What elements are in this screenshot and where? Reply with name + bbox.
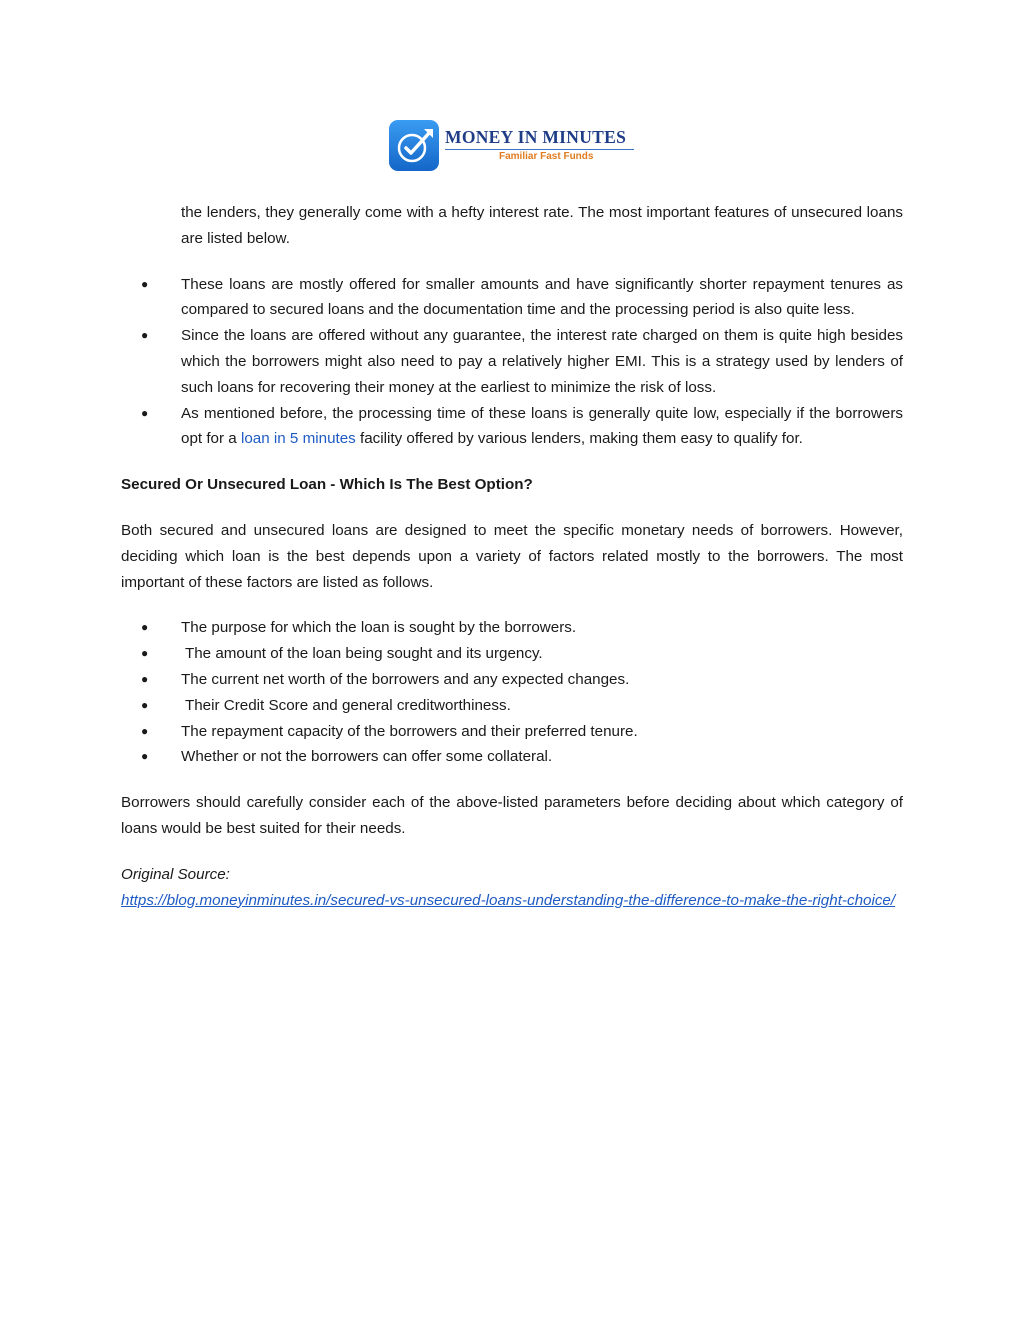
list-item [121, 641, 903, 667]
bullet-icon: ● [141, 276, 149, 291]
bullet-icon: ● [141, 749, 149, 764]
section-heading: Secured Or Unsecured Loan - Which Is The Best Option? [121, 476, 533, 494]
clock-arrow-icon [389, 120, 439, 171]
list-item-text: Since the loans are offered without any guarantee, the interest rate charged on them is quite high besides which the borrowers might also need to pay a relatively higher EMI. This is a strategy used by lenders of such loans for recovering their money at the earliest to minimize the risk of loss. [181, 327, 903, 396]
section-paragraph: Both secured and unsecured loans are designed to meet the specific monetary needs of borrowers. However, deciding which loan is the best depends upon a variety of factors related mostly to the borrowers. The most important of these factors are listed as follows. [121, 521, 903, 591]
brand-logo [389, 120, 635, 172]
logo-name: MONEY IN MINUTES [445, 127, 627, 147]
spacer [121, 595, 903, 615]
bullet-icon: ● [141, 328, 149, 343]
list-item-text: The current net worth of the borrowers and any expected changes. [181, 670, 630, 688]
spacer [121, 842, 903, 862]
bullet-icon: ● [141, 646, 149, 661]
list-item [121, 323, 903, 400]
list-item-text: The amount of the loan being sought and its urgency. [181, 645, 543, 663]
loan-in-5-minutes-link[interactable]: loan in 5 minutes [240, 430, 356, 448]
bullet-icon: ● [141, 620, 149, 635]
list-item [121, 693, 903, 719]
list-item-text: These loans are mostly offered for smaller amounts and have significantly shorter repayment tenures as compared to secured loans and the documentation time and the processing period is also quite less. [181, 275, 903, 319]
list-item-text: The repayment capacity of the borrowers and their preferred tenure. [181, 722, 638, 740]
list-item [121, 401, 903, 453]
list-item-text: Their Credit Score and general creditworthiness. [181, 696, 511, 714]
intro-paragraph: the lenders, they generally come with a hefty interest rate. The most important features of unsecured loans are listed below. [181, 204, 903, 247]
logo-tagline: Familiar Fast Funds [499, 151, 594, 162]
conclusion-paragraph: Borrowers should carefully consider each of the above-listed parameters before deciding about which category of loans would be best suited for their needs. [121, 794, 903, 837]
list-item-text [181, 405, 903, 448]
source-link[interactable]: https://blog.moneyinminutes.in/secured-vs-unsecured-loans-understanding-the-difference-to-make-the-right-choice/ [121, 891, 896, 909]
bullet-icon: ● [141, 697, 149, 712]
spacer [121, 498, 903, 518]
list-item [121, 744, 903, 770]
unsecured-features-list [121, 272, 903, 453]
bullet-icon: ● [141, 671, 149, 686]
factors-list [121, 615, 903, 770]
document-body [121, 200, 903, 913]
list-item-text-before: As mentioned before, the processing time of these loans is generally quite low, especially if the borrowers opt for a [181, 404, 903, 448]
list-item-text-after: facility offered by various lenders, making them easy to qualify for. [355, 430, 803, 448]
spacer [121, 252, 903, 272]
list-item [121, 719, 903, 745]
logo-divider [445, 149, 634, 150]
list-item-text: Whether or not the borrowers can offer some collateral. [181, 748, 553, 766]
spacer [121, 770, 903, 790]
list-item [121, 615, 903, 641]
bullet-icon: ● [141, 405, 149, 420]
list-item [121, 272, 903, 324]
spacer [121, 452, 903, 472]
list-item-text: The purpose for which the loan is sought by the borrowers. [181, 619, 577, 637]
bullet-icon: ● [141, 723, 149, 738]
source-label: Original Source: [121, 865, 230, 883]
list-item [121, 667, 903, 693]
